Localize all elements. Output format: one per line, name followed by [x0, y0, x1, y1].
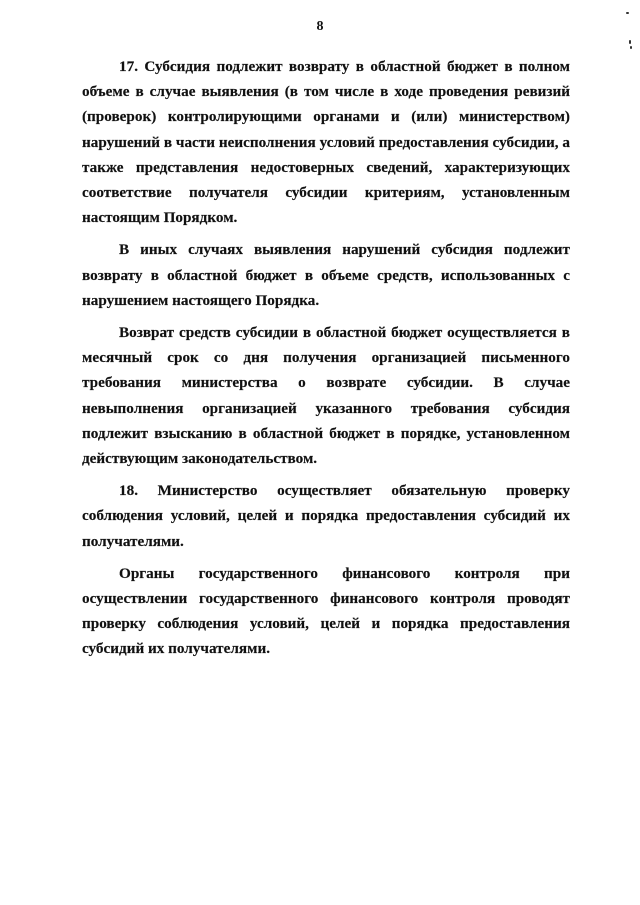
page-number: 8 [316, 19, 324, 34]
paragraph-17-return-subsidy: 17. Субсидия подлежит возврату в областной бюджет в полном объеме в случае выявления (в том числе в ходе проведения ревизий (проверок) контролирующими органами и (или) министерством) нарушений в части неисполнения условий предоставления субсидии, а также представления недостоверных сведений, характеризующих соответствие получателя субсидии критериям, установленным настоящим Порядком. [82, 58, 570, 227]
paragraph-18-ministry-check: 18. Министерство осуществляет обязательную проверку соблюдения условий, целей и порядка предоставления субсидий их получателями. [82, 482, 570, 550]
paragraph-other-violations: В иных случаях выявления нарушений субсидия подлежит возврату в областной бюджет в объеме средств, использованных с нарушением настоящего Порядка. [82, 241, 570, 309]
paragraph-financial-control: Органы государственного финансового контроля при осуществлении государственного финансового контроля проводят проверку соблюдения условий, целей и порядка предоставления субсидий их получателями. [82, 564, 570, 658]
document-body [82, 54, 570, 669]
paragraph-return-procedure: Возврат средств субсидии в областной бюджет осуществляется в месячный срок со дня получения организацией письменного требования министерства о возврате субсидии. В случае невыполнения организацией указанного требования субсидия подлежит взысканию в областной бюджет в порядке, установленном действующим законодательством. [82, 324, 570, 468]
scan-corner-mark [624, 10, 634, 50]
